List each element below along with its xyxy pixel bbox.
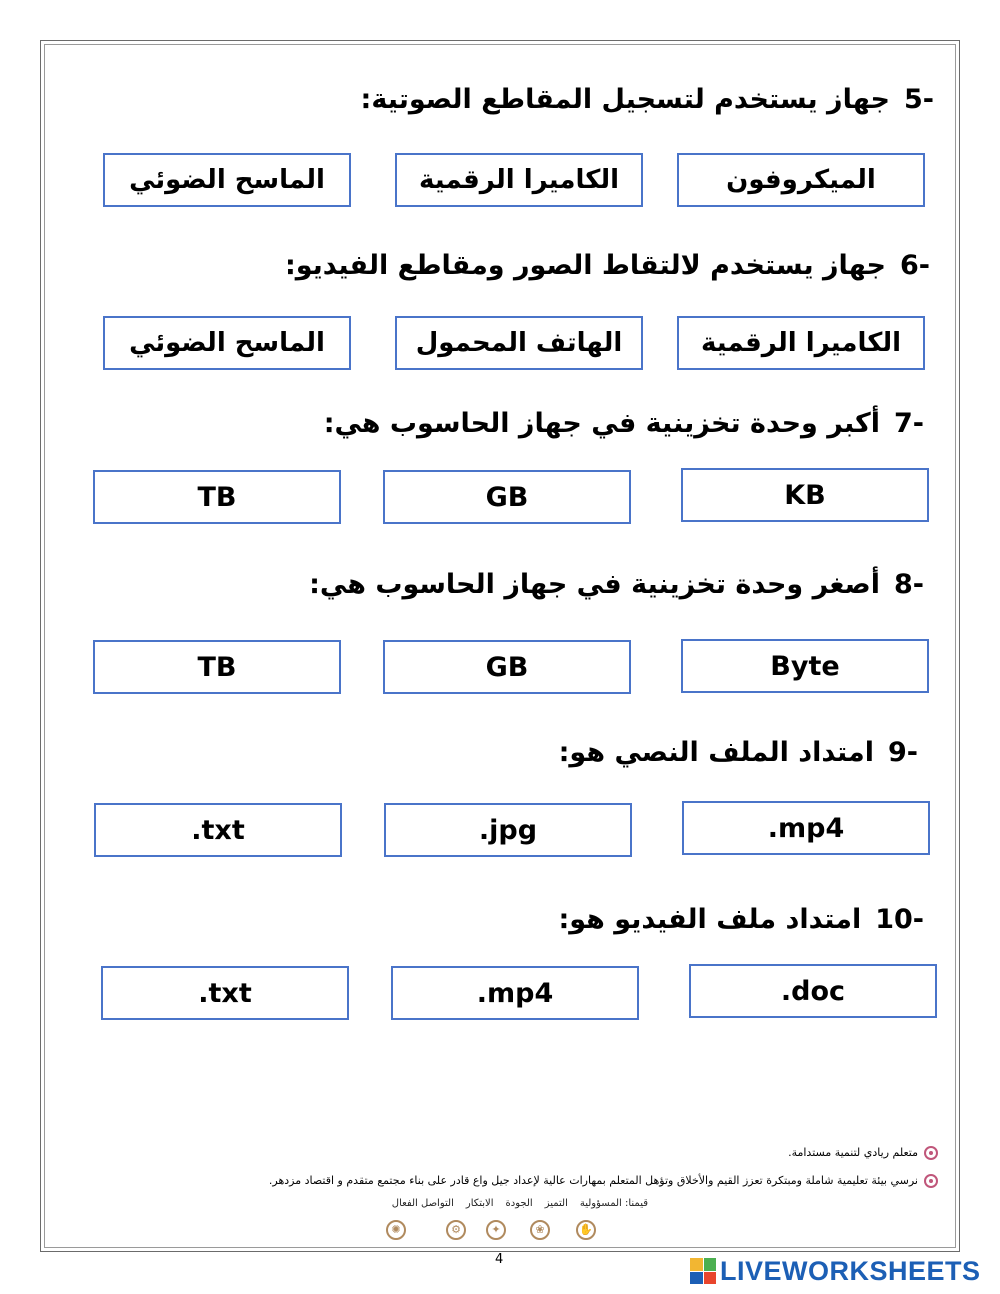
option-box[interactable]: Byte xyxy=(681,639,929,693)
values-row xyxy=(380,1198,648,1209)
quality-icon: ✦ xyxy=(486,1220,506,1240)
values-label: قيمنا: المسؤولية xyxy=(579,1198,648,1209)
option-box[interactable]: GB xyxy=(383,640,631,694)
footer-vision xyxy=(788,1146,938,1160)
innovation-icon: ⚙ xyxy=(446,1220,466,1240)
footer-mission xyxy=(269,1174,938,1188)
question-text: أكبر وحدة تخزينية في جهاز الحاسوب هي: xyxy=(323,408,880,439)
brand-name: LIVEWORKSHEETS xyxy=(720,1255,981,1286)
question-number: -5 xyxy=(903,84,934,115)
question-text: جهاز يستخدم لالتقاط الصور ومقاطع الفيديو: xyxy=(284,250,886,281)
value-item: التواصل الفعال xyxy=(391,1198,454,1209)
value-item: الابتكار xyxy=(465,1198,494,1209)
question-number: -9 xyxy=(887,737,918,768)
question-text: أصغر وحدة تخزينية في جهاز الحاسوب هي: xyxy=(309,569,880,600)
value-icons xyxy=(380,1218,610,1244)
value-item: الجودة xyxy=(505,1198,533,1209)
question-number: -7 xyxy=(893,408,924,439)
option-box[interactable]: الماسح الضوئي xyxy=(103,153,351,207)
option-box[interactable]: .mp4 xyxy=(391,966,639,1020)
question-text: امتداد الملف النصي هو: xyxy=(558,737,874,768)
footer-vision-text: متعلم ريادي لتنمية مستدامة. xyxy=(788,1146,918,1159)
option-box[interactable]: .mp4 xyxy=(682,801,930,855)
question-5 xyxy=(361,80,934,120)
question-8 xyxy=(309,565,924,605)
question-text: جهاز يستخدم لتسجيل المقاطع الصوتية: xyxy=(360,84,890,115)
question-text: امتداد ملف الفيديو هو: xyxy=(558,904,862,935)
question-10 xyxy=(558,900,924,940)
option-box[interactable]: GB xyxy=(383,470,631,524)
liveworksheets-logo[interactable] xyxy=(690,1256,981,1286)
option-box[interactable]: .doc xyxy=(689,964,937,1018)
question-number: -8 xyxy=(893,569,924,600)
question-number: -6 xyxy=(899,250,930,281)
question-9 xyxy=(559,733,918,773)
option-box[interactable]: الكاميرا الرقمية xyxy=(677,316,925,370)
option-box[interactable]: الماسح الضوئي xyxy=(103,316,351,370)
communication-icon: ✺ xyxy=(386,1220,406,1240)
page-number: 4 xyxy=(495,1252,504,1267)
option-box[interactable]: TB xyxy=(93,470,341,524)
value-item: التميز xyxy=(544,1198,568,1209)
question-7 xyxy=(324,404,924,444)
target-icon xyxy=(924,1146,938,1160)
option-box[interactable]: .jpg xyxy=(384,803,632,857)
option-box[interactable]: .txt xyxy=(94,803,342,857)
question-6 xyxy=(285,246,930,286)
option-box[interactable]: KB xyxy=(681,468,929,522)
option-box[interactable]: الهاتف المحمول xyxy=(395,316,643,370)
brand-mark-icon xyxy=(690,1258,716,1284)
target-icon xyxy=(924,1174,938,1188)
footer-mission-text: نرسي بيئة تعليمية شاملة ومبتكرة تعزز القيم والأخلاق وتؤهل المتعلم بمهارات عالية لإعداد جيل واع قادر على بناء مجتمع متقدم و اقتصاد مزدهر. xyxy=(268,1174,918,1187)
option-box[interactable]: .txt xyxy=(101,966,349,1020)
question-number: -10 xyxy=(875,904,924,935)
excellence-icon: ❀ xyxy=(530,1220,550,1240)
responsibility-icon: ✋ xyxy=(576,1220,596,1240)
option-box[interactable]: TB xyxy=(93,640,341,694)
option-box[interactable]: الميكروفون xyxy=(677,153,925,207)
option-box[interactable]: الكاميرا الرقمية xyxy=(395,153,643,207)
